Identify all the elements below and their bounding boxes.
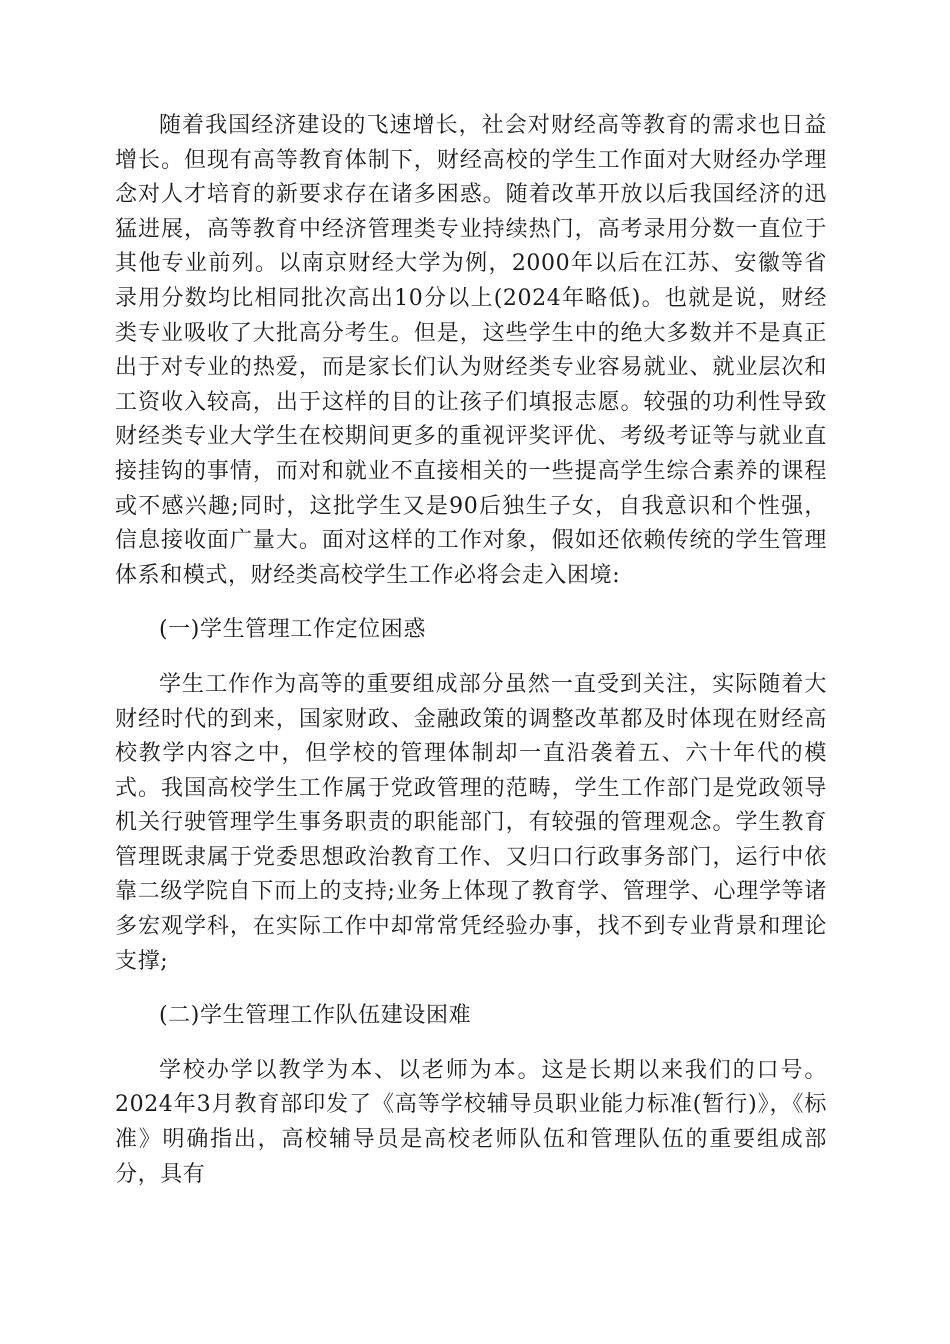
section-heading-2: (二)学生管理工作队伍建设困难 bbox=[159, 1003, 472, 1029]
document-page bbox=[115, 109, 827, 1192]
paragraph-section-2: 学校办学以教学为本、以老师为本。这是长期以来我们的口号。2024年3月教育部印发了《高等学校辅导员职业能力标准(暂行)》，《标准》明确指出，高校辅导员是高校老师队伍和管理队伍的重要组成部分，具有 bbox=[115, 1057, 827, 1187]
section-heading-1: (一)学生管理工作定位困惑 bbox=[159, 617, 426, 643]
paragraph-intro: 随着我国经济建设的飞速增长，社会对财经高等教育的需求也日益增长。但现有高等教育体制下，财经高校的学生工作面对大财经办学理念对人才培育的新要求存在诸多困惑。随着改革开放以后我国经济的迅猛进展，高等教育中经济管理类专业持续热门，高考录用分数一直位于其他专业前列。以南京财经大学为例，2000年以后在江苏、安徽等省录用分数均比相同批次高出10分以上(2024年略低)。也就是说，财经类专业吸收了大批高分考生。但是，这些学生中的绝大多数并不是真正出于对专业的热爱，而是家长们认为财经类专业容易就业、就业层次和工资收入较高，出于这样的目的让孩子们填报志愿。较强的功利性导致财经类专业大学生在校期间更多的重视评奖评优、考级考证等与就业直接挂钩的事情，而对和就业不直接相关的一些提高学生综合素养的课程或不感兴趣;同时，这批学生又是90后独生子女，自我意识和个性强，信息接收面广量大。面对这样的工作对象，假如还依赖传统的学生管理体系和模式，财经类高校学生工作必将会走入困境: bbox=[115, 113, 827, 588]
paragraph-section-1: 学生工作作为高等的重要组成部分虽然一直受到关注，实际随着大财经时代的到来，国家财政、金融政策的调整改革都及时体现在财经高校教学内容之中，但学校的管理体制却一直沿袭着五、六十年代的模式。我国高校学生工作属于党政管理的范畴，学生工作部门是党政领导机关行驶管理学生事务职责的职能部门，有较强的管理观念。学生教育管理既隶属于党委思想政治教育工作、又归口行政事务部门，运行中依靠二级学院自下而上的支持;业务上体现了教育学、管理学、心理学等诸多宏观学科，在实际工作中却常常凭经验办事，找不到专业背景和理论支撑; bbox=[115, 671, 827, 974]
